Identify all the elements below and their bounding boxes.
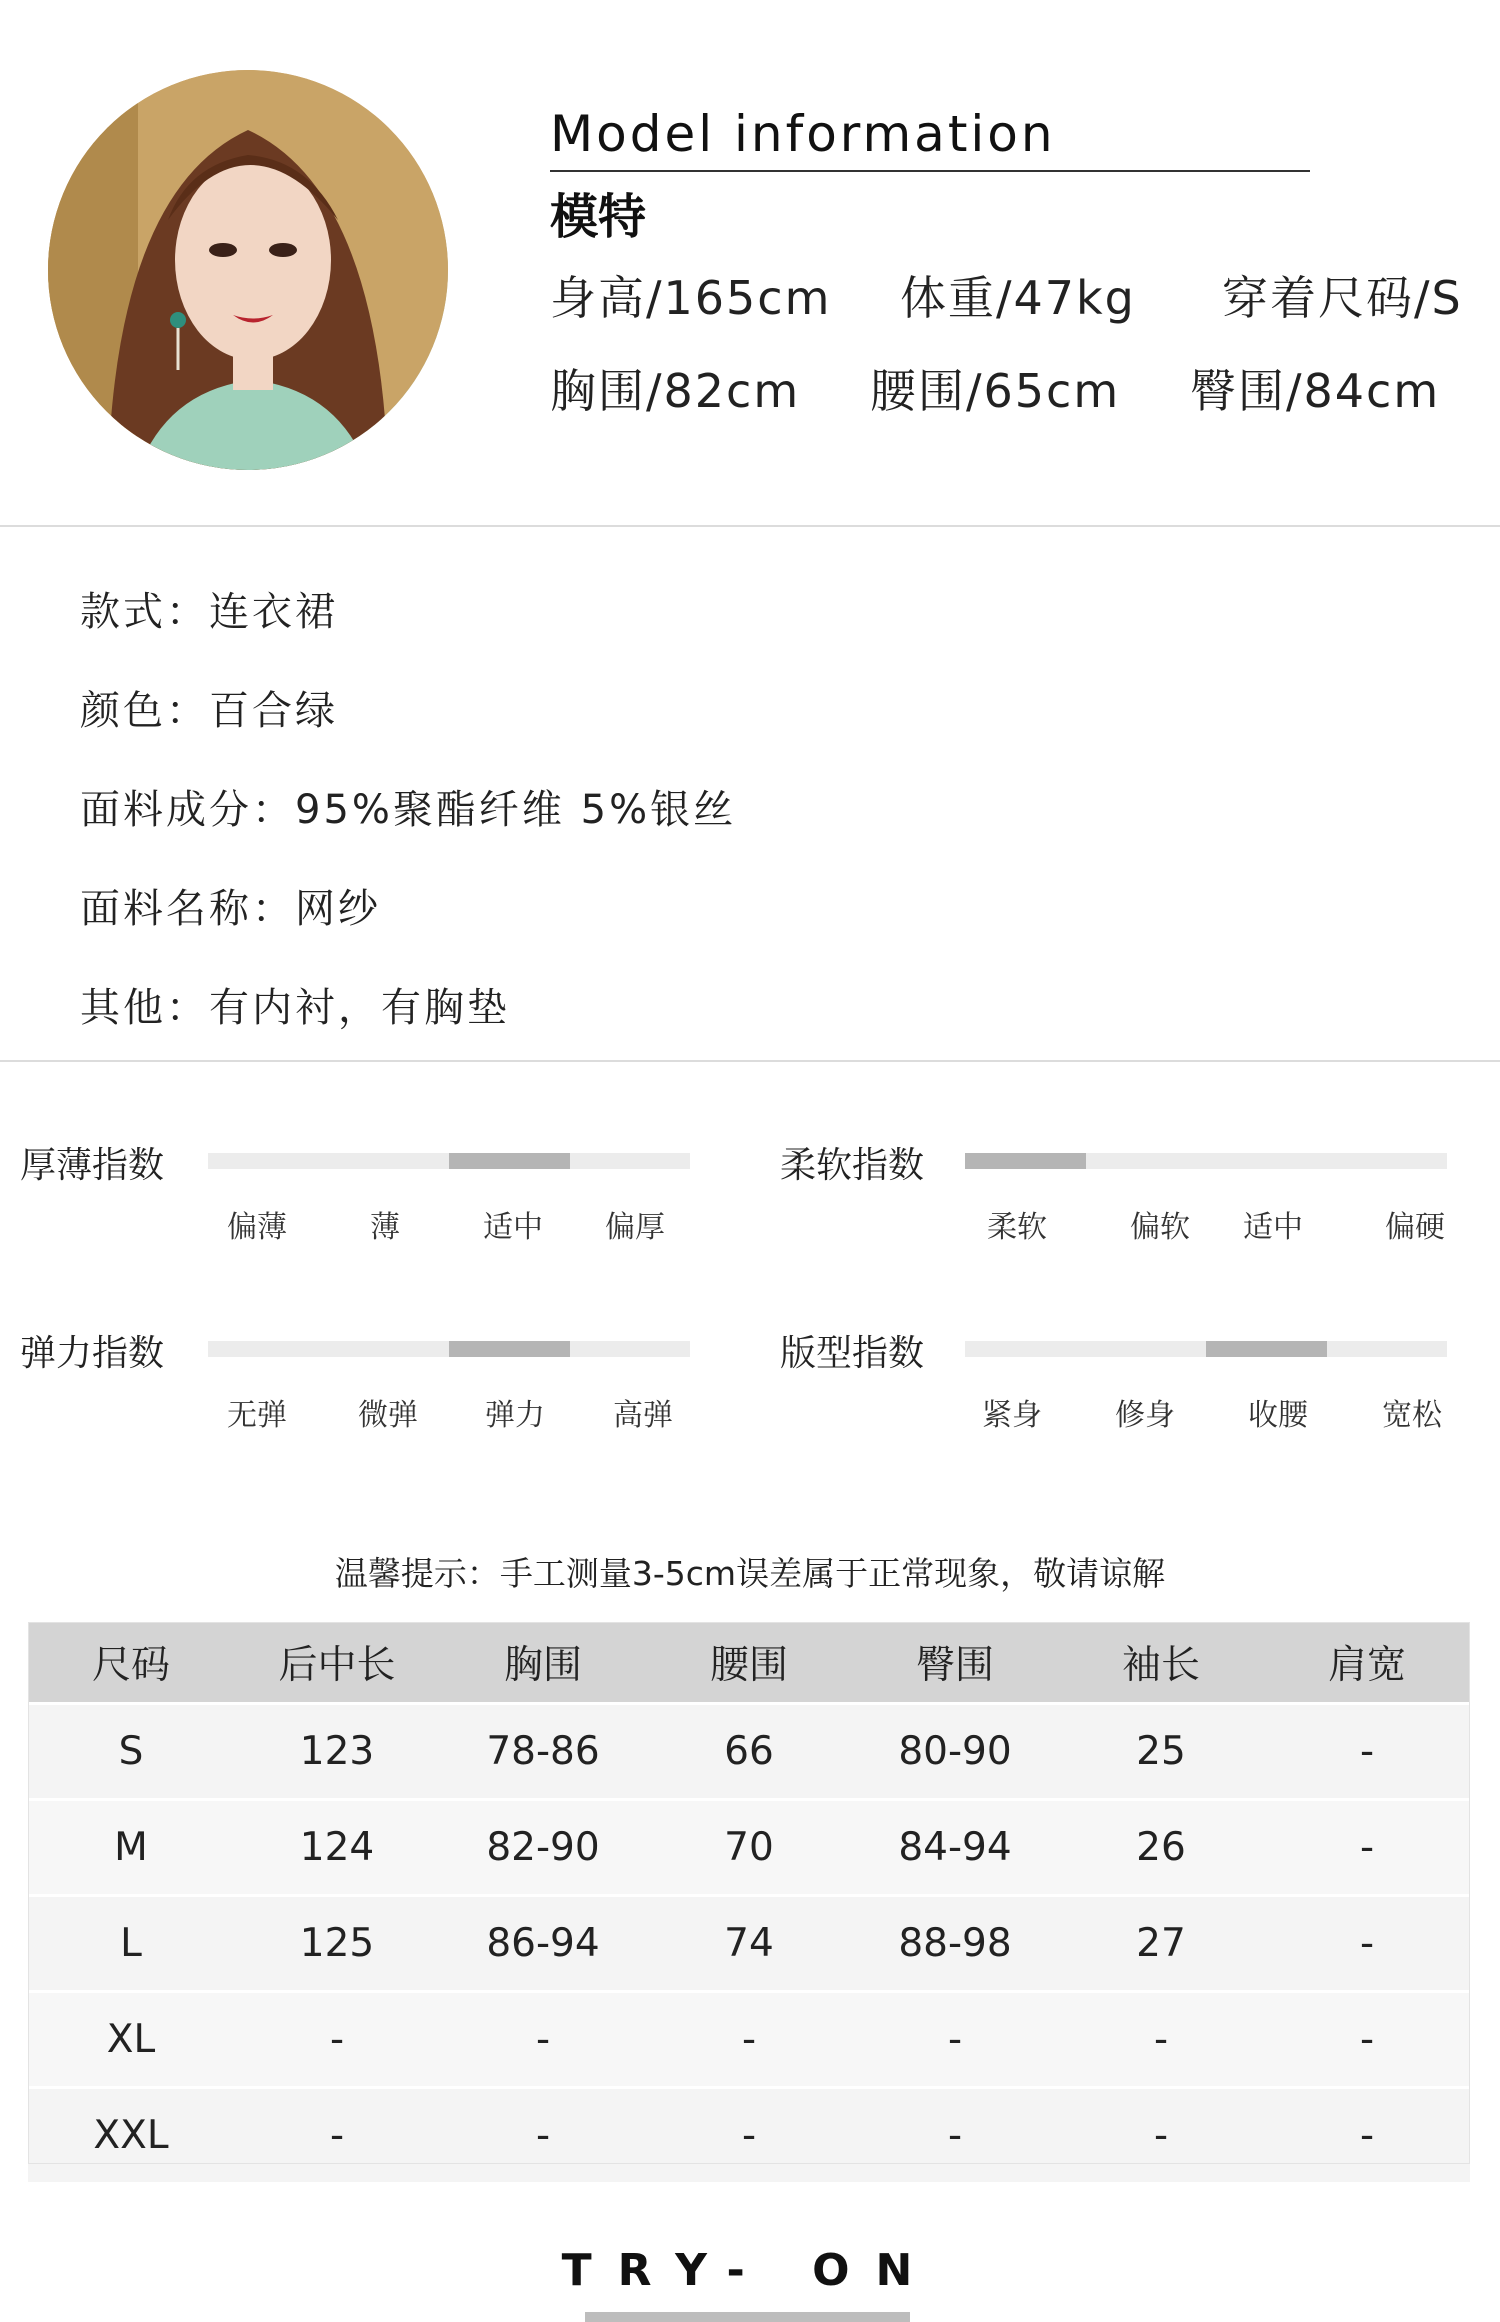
column-header: 肩宽: [1264, 1622, 1470, 1704]
column-header: 后中长: [234, 1622, 440, 1704]
table-cell: 86-94: [440, 1896, 646, 1992]
index-label: 厚薄指数: [20, 1145, 165, 1186]
model-photo: [48, 70, 448, 470]
table-cell: -: [852, 1992, 1058, 2088]
other-line: 其他：有内衬，有胸垫: [80, 985, 510, 1031]
table-cell: -: [234, 2088, 440, 2183]
index-option: 紧身: [982, 1398, 1042, 1433]
model-info-title: Model information: [550, 105, 1056, 163]
index-option: 薄: [370, 1210, 400, 1245]
index-track: [208, 1341, 690, 1357]
index-option: 宽松: [1382, 1398, 1442, 1433]
table-row: [28, 1896, 1470, 1992]
table-row: [28, 2088, 1470, 2183]
table-row: [28, 1704, 1470, 1800]
table-cell: 26: [1058, 1800, 1264, 1896]
model-waist: 腰围/65cm: [870, 364, 1121, 418]
table-header-row: [28, 1622, 1470, 1704]
index-track: [965, 1341, 1447, 1357]
table-cell: 84-94: [852, 1800, 1058, 1896]
table-cell: 82-90: [440, 1800, 646, 1896]
model-avatar: [48, 70, 448, 470]
index-option: 偏薄: [227, 1210, 287, 1245]
table-cell: 70: [646, 1800, 852, 1896]
index-option: 弹力: [485, 1398, 545, 1433]
index-option: 偏软: [1130, 1210, 1190, 1245]
fabric-name-line: 面料名称：网纱: [80, 886, 381, 932]
model-bust: 胸围/82cm: [550, 364, 801, 418]
table-cell: -: [440, 1992, 646, 2088]
table-cell: -: [646, 1992, 852, 2088]
index-option: 无弹: [227, 1398, 287, 1433]
model-height: 身高/165cm: [550, 271, 832, 325]
index-option: 微弹: [358, 1398, 418, 1433]
index-option: 高弹: [613, 1398, 673, 1433]
title-underline: [550, 170, 1310, 172]
index-fill: [449, 1153, 570, 1169]
section-divider: [0, 525, 1500, 527]
color-line: 颜色：百合绿: [80, 688, 338, 734]
table-cell: -: [440, 2088, 646, 2183]
model-size: 穿着尺码/S: [1222, 271, 1463, 325]
column-header: 臀围: [852, 1622, 1058, 1704]
table-cell: 27: [1058, 1896, 1264, 1992]
model-subtitle: 模特: [550, 189, 647, 245]
index-fill: [449, 1341, 570, 1357]
table-cell: M: [28, 1800, 234, 1896]
table-cell: -: [1264, 1896, 1470, 1992]
table-cell: -: [852, 2088, 1058, 2183]
table-row: [28, 1992, 1470, 2088]
table-cell: -: [1264, 1704, 1470, 1800]
section-divider: [0, 1060, 1500, 1062]
table-cell: 88-98: [852, 1896, 1058, 1992]
table-cell: -: [234, 1992, 440, 2088]
index-option: 偏硬: [1385, 1210, 1445, 1245]
index-fill: [965, 1153, 1086, 1169]
index-fill: [1206, 1341, 1327, 1357]
try-on-underline: [585, 2312, 910, 2322]
table-cell: -: [1058, 1992, 1264, 2088]
model-weight: 体重/47kg: [900, 271, 1136, 325]
index-track: [965, 1153, 1447, 1169]
index-label: 柔软指数: [780, 1145, 925, 1186]
table-cell: -: [646, 2088, 852, 2183]
table-cell: L: [28, 1896, 234, 1992]
style-line: 款式：连衣裙: [80, 589, 338, 635]
index-label: 版型指数: [780, 1333, 925, 1374]
table-cell: 123: [234, 1704, 440, 1800]
table-cell: -: [1058, 2088, 1264, 2183]
table-cell: S: [28, 1704, 234, 1800]
column-header: 尺码: [28, 1622, 234, 1704]
index-option: 适中: [483, 1210, 543, 1245]
index-option: 适中: [1243, 1210, 1303, 1245]
column-header: 胸围: [440, 1622, 646, 1704]
index-option: 柔软: [987, 1210, 1047, 1245]
index-option: 偏厚: [605, 1210, 665, 1245]
table-cell: 66: [646, 1704, 852, 1800]
table-cell: XL: [28, 1992, 234, 2088]
column-header: 袖长: [1058, 1622, 1264, 1704]
table-cell: 25: [1058, 1704, 1264, 1800]
model-hip: 臀围/84cm: [1190, 364, 1441, 418]
measurement-notice: 温馨提示：手工测量3-5cm误差属于正常现象，敬请谅解: [334, 1554, 1166, 1593]
table-cell: -: [1264, 1800, 1470, 1896]
try-on-title: TRY- ON: [561, 2245, 939, 2296]
table-cell: XXL: [28, 2088, 234, 2183]
table-cell: 80-90: [852, 1704, 1058, 1800]
composition-line: 面料成分：95%聚酯纤维 5%银丝: [80, 787, 737, 833]
table-cell: 125: [234, 1896, 440, 1992]
table-cell: 74: [646, 1896, 852, 1992]
table-row: [28, 1800, 1470, 1896]
table-cell: -: [1264, 1992, 1470, 2088]
index-label: 弹力指数: [20, 1333, 165, 1374]
index-track: [208, 1153, 690, 1169]
index-option: 修身: [1115, 1398, 1175, 1433]
table-cell: 78-86: [440, 1704, 646, 1800]
size-table: [28, 1622, 1470, 2182]
table-cell: 124: [234, 1800, 440, 1896]
index-option: 收腰: [1248, 1398, 1308, 1433]
column-header: 腰围: [646, 1622, 852, 1704]
table-cell: -: [1264, 2088, 1470, 2183]
